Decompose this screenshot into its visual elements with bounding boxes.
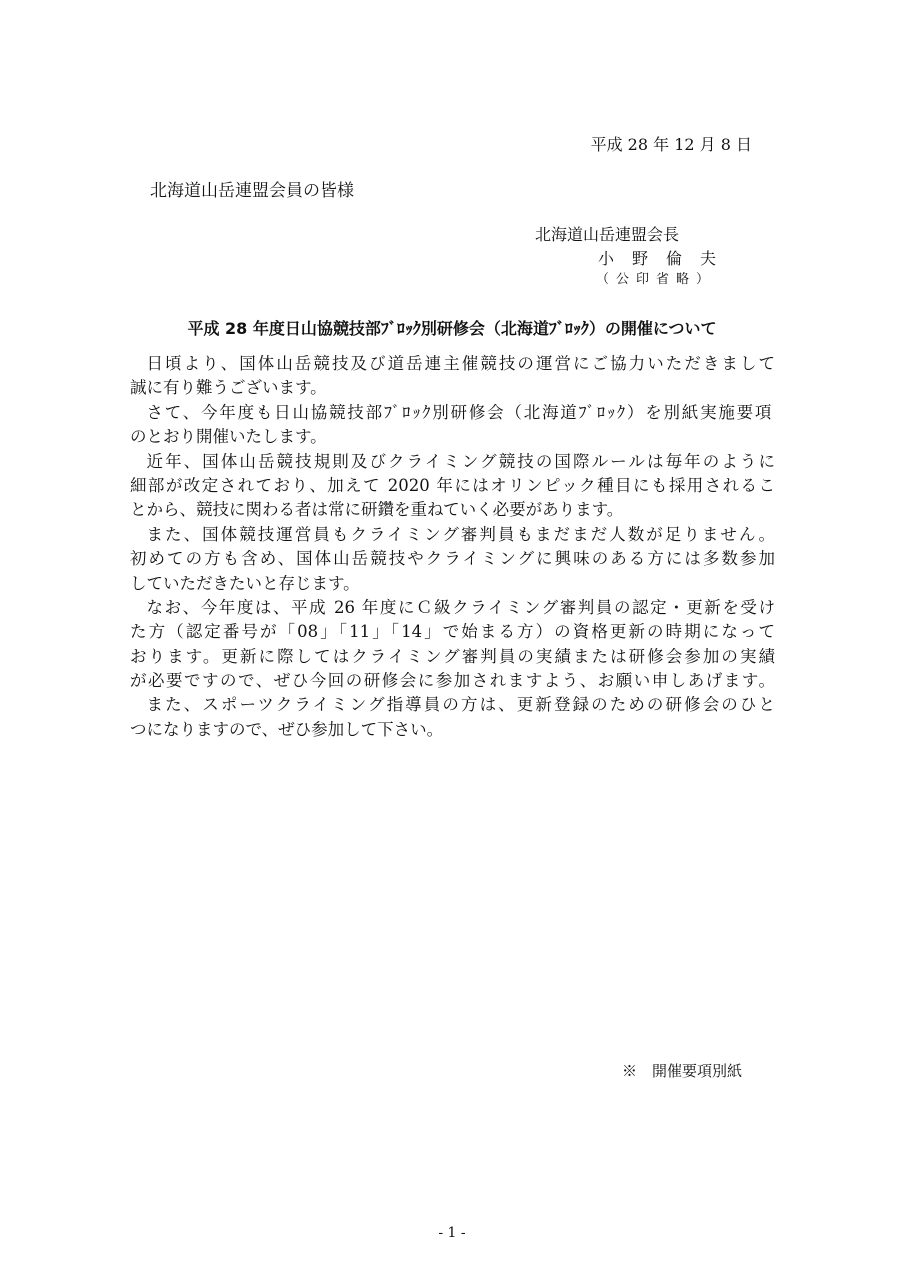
sender-name: 小野倫夫 xyxy=(598,249,735,268)
body-line: とから、競技に関わる者は常に研鑽を重ねていく必要があります。 xyxy=(130,500,624,520)
body-line: していただきたいと存じます。 xyxy=(130,573,360,593)
body-line: 誠に有り難うございます。 xyxy=(130,378,327,398)
body-line: 初めての方も含め、国体山岳競技やクライミングに興味のある方には多数参加 xyxy=(130,549,775,569)
body-line: のとおり開催いたします。 xyxy=(130,427,327,447)
addressee: 北海道山岳連盟会員の皆様 xyxy=(150,181,354,201)
body-line: また、スポーツクライミング指導員の方は、更新登録のための研修会のひと xyxy=(146,695,775,715)
body-line: つになりますので、ぜひ参加して下さい。 xyxy=(130,719,444,739)
body-line: 細部が改定されており、加えて 2020 年にはオリンピック種目にも採用されるこ xyxy=(130,475,775,495)
body-line: 近年、国体山岳競技規則及びクライミング競技の国際ルールは毎年のように xyxy=(146,451,775,471)
body-line: が必要ですので、ぜひ今回の研修会に参加されますよう、お願い申しあげます。 xyxy=(130,671,775,691)
sender-organization: 北海道山岳連盟会長 xyxy=(535,225,680,244)
body-line: た方（認定番号が「08」「11」「14」で始まる方）の資格更新の時期になって xyxy=(130,622,775,642)
body-line: また、国体競技運営員もクライミング審判員もまだまだ人数が足りません。 xyxy=(146,524,775,544)
document-date: 平成 28 年 12 月 8 日 xyxy=(590,135,752,154)
body-text xyxy=(130,352,775,742)
document-title: 平成 28 年度日山協競技部ﾌﾞﾛｯｸ別研修会（北海道ﾌﾞﾛｯｸ）の開催について xyxy=(187,319,717,338)
attachment-note: ※ 開催要項別紙 xyxy=(622,1062,743,1080)
body-line: なお、今年度は、平成 26 年度にＣ級クライミング審判員の認定・更新を受け xyxy=(146,597,775,617)
seal-omitted-note: （公印省略） xyxy=(596,272,717,287)
page-number: - 1 - xyxy=(438,1225,466,1241)
body-line: おります。更新に際してはクライミング審判員の実績または研修会参加の実績 xyxy=(130,646,775,666)
body-line: 日頃より、国体山岳競技及び道岳連主催競技の運営にご協力いただきまして xyxy=(146,354,775,373)
body-line: さて、今年度も日山協競技部ﾌﾞﾛｯｸ別研修会（北海道ﾌﾞﾛｯｸ）を別紙実施要項 xyxy=(146,402,774,422)
